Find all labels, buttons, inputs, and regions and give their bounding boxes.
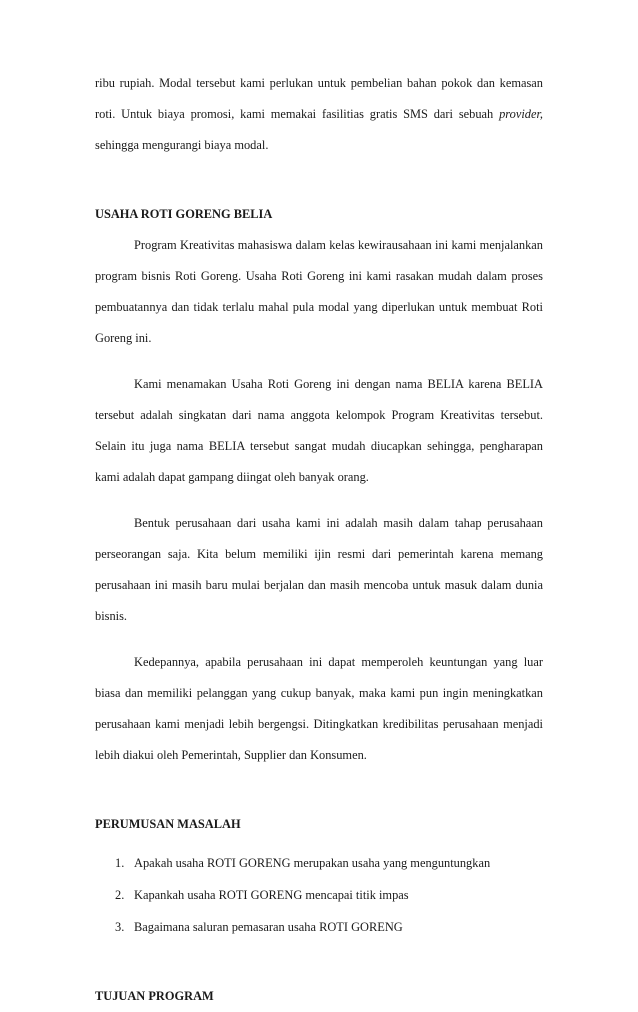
list-item-number: 3. (115, 920, 125, 934)
problem-list-wrapper (95, 848, 543, 943)
list-item-text: Apakah usaha ROTI GORENG merupakan usaha yang menguntungkan (134, 856, 491, 870)
section1-paragraph-2: Kami menamakan Usaha Roti Goreng ini dengan nama BELIA karena BELIA tersebut adalah singkatan dari nama anggota kelompok Program Kreativitas tersebut. Selain itu juga nama BELIA tersebut sangat mudah diucapkan sehingga, pengharapan kami adalah dapat gampang diingat oleh banyak orang. (95, 377, 543, 484)
section1-paragraph-4: Kedepannya, apabila perusahaan ini dapat memperoleh keuntungan yang luar biasa dan memiliki pelanggan yang cukup banyak, maka kami pun ingin meningkatkan perusahaan kami menjadi lebih bergengsi. Ditingkatkan kredibilitas perusahaan menjadi lebih diakui oleh Pemerintah, Supplier dan Konsumen. (95, 655, 543, 762)
intro-paragraph (95, 68, 543, 161)
list-item-number: 1. (115, 856, 125, 870)
intro-text-a: ribu rupiah. Modal tersebut kami perlukan untuk pembelian bahan pokok dan kemasan roti. Untuk biaya promosi, kami memakai fasilitias gratis SMS dari sebuah (95, 76, 543, 121)
section-heading-tujuan-program: TUJUAN PROGRAM (95, 989, 214, 1003)
problem-list (95, 848, 543, 943)
list-item (95, 880, 543, 911)
document-page (95, 68, 543, 1012)
list-item-text: Kapankah usaha ROTI GORENG mencapai titik impas (134, 888, 409, 902)
intro-text-b: sehingga mengurangi biaya modal. (95, 138, 269, 152)
list-item-number: 2. (115, 888, 125, 902)
list-item (95, 912, 543, 943)
section-heading-usaha-roti-goreng-belia: USAHA ROTI GORENG BELIA (95, 207, 273, 221)
section-heading-perumusan-masalah: PERUMUSAN MASALAH (95, 817, 241, 831)
section1-paragraph-1: Program Kreativitas mahasiswa dalam kelas kewirausahaan ini kami menjalankan program bisnis Roti Goreng. Usaha Roti Goreng ini kami rasakan mudah dalam proses pembuatannya dan tidak terlalu mahal pula modal yang diperlukan untuk membuat Roti Goreng ini. (95, 238, 543, 345)
list-item-text: Bagaimana saluran pemasaran usaha ROTI GORENG (134, 920, 403, 934)
intro-italic-word: provider, (499, 107, 543, 121)
section1-paragraph-3: Bentuk perusahaan dari usaha kami ini adalah masih dalam tahap perusahaan perseorangan saja. Kita belum memiliki ijin resmi dari pemerintah karena memang perusahaan ini masih baru mulai berjalan dan masih mencoba untuk masuk dalam dunia bisnis. (95, 516, 543, 623)
list-item (95, 848, 543, 879)
